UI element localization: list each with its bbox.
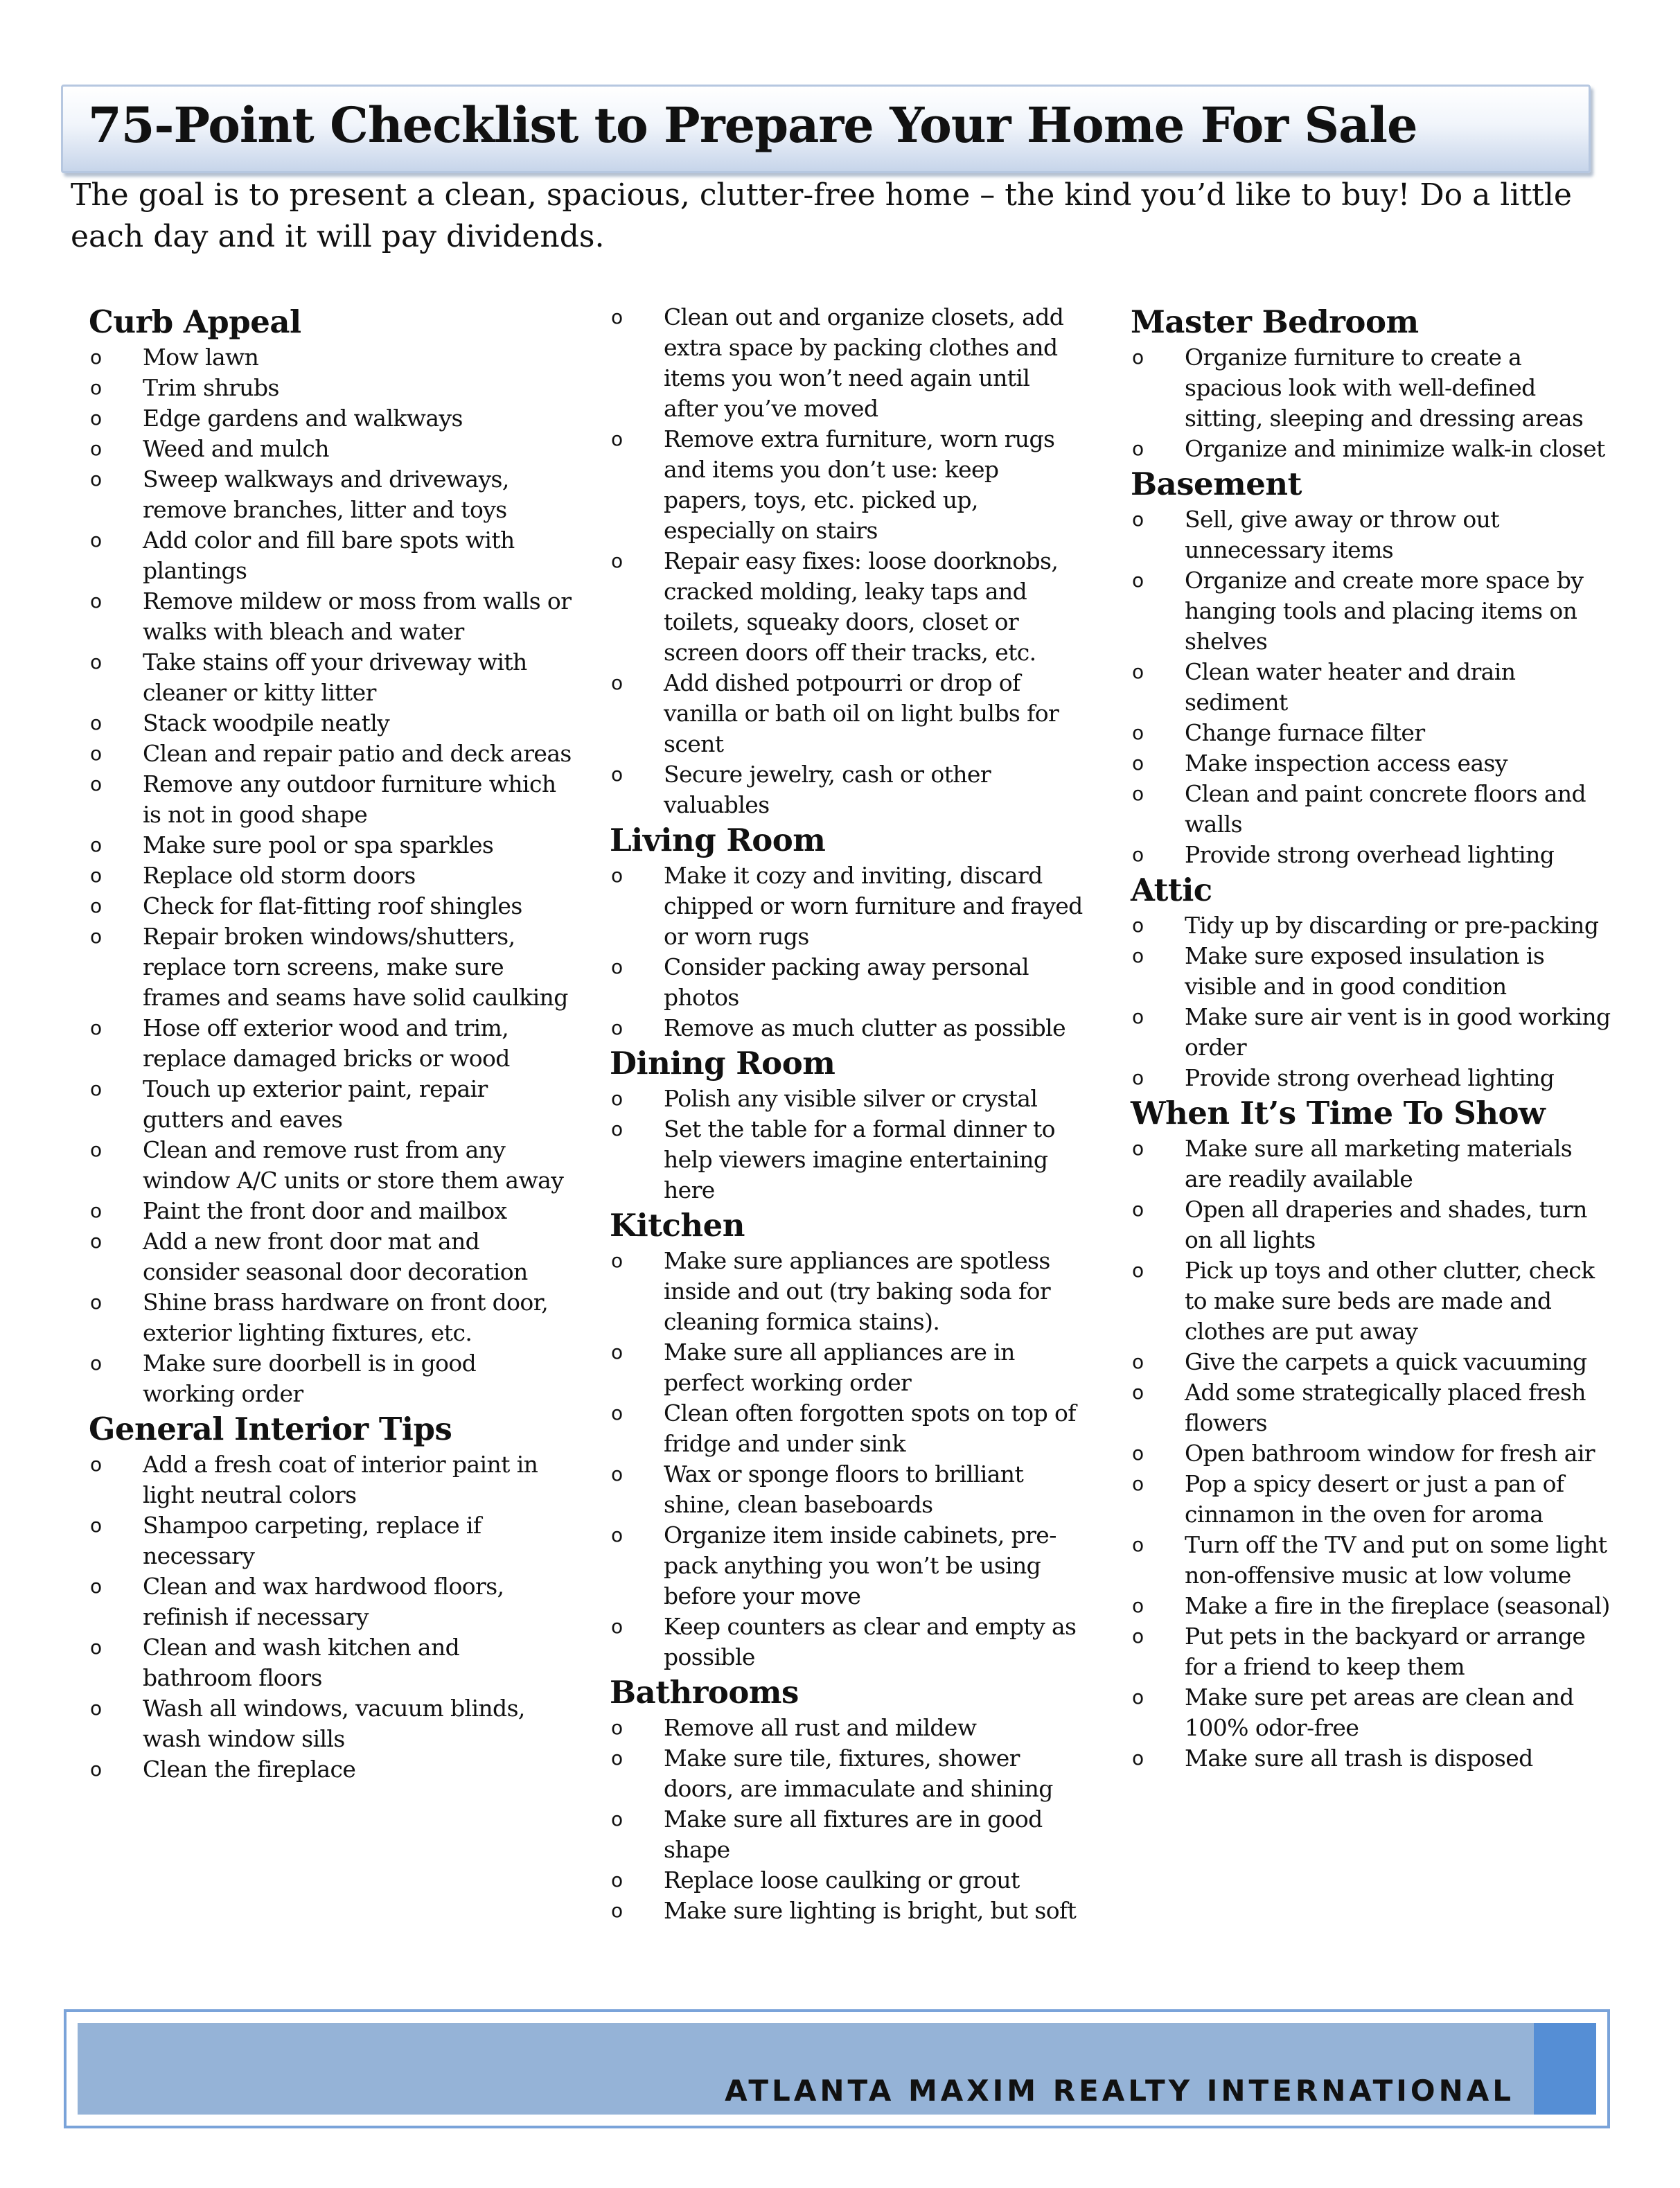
bullet-icon: o [1132,782,1144,805]
checklist-item [610,1013,1088,1043]
footer-bar [78,2023,1596,2115]
bullet-icon: o [90,1352,102,1375]
bullet-icon: o [1132,1625,1144,1648]
checklist-item [89,1287,574,1348]
checklist-item-text: Make it cozy and inviting, discard chipped or worn furniture and frayed or worn rugs [664,862,1083,950]
bullet-icon: o [1132,914,1144,937]
checklist-item-text: Weed and mulch [143,435,329,462]
checklist-item [89,1449,574,1510]
checklist-item-text: Make sure appliances are spotless inside and out (try baking soda for cleaning formica stains). [664,1247,1051,1335]
checklist-item-text: Organize furniture to create a spacious look with well-defined sitting, sleeping and dressing areas [1185,344,1584,432]
section-when-its-time-to-show [1131,1093,1616,1774]
checklist-item-text: Make sure tile, fixtures, shower doors, are immaculate and shining [664,1745,1053,1802]
checklist-item [89,830,574,861]
bullet-icon: o [611,1808,623,1830]
bullet-icon: o [611,427,623,450]
checklist-item [1131,1133,1616,1194]
bullet-icon: o [90,742,102,765]
checklist [610,861,1088,1043]
column-1 [89,302,574,1785]
footer-company-name: ATLANTA MAXIM REALTY INTERNATIONAL [725,2074,1514,2108]
checklist-item-text: Make a fire in the fireplace (seasonal) [1185,1592,1610,1619]
checklist-item [89,1510,574,1571]
bullet-icon: o [1132,721,1144,744]
checklist-item [89,403,574,434]
checklist-item-text: Make sure exposed insulation is visible and in good condition [1185,942,1545,1000]
section-heading: Master Bedroom [1131,303,1419,340]
checklist-item-text: Repair easy fixes: loose doorknobs, cracked molding, leaky taps and toilets, squeaky doors, closet or screen doors off their tracks, etc. [664,547,1059,666]
checklist-item [89,1074,574,1135]
checklist-item [1131,1591,1616,1621]
section-kitchen [610,1206,1088,1673]
checklist-item [610,1114,1088,1206]
checklist-item [1131,1743,1616,1774]
checklist-item [89,647,574,708]
checklist-item-text: Replace old storm doors [143,862,416,889]
checklist-item [1131,1682,1616,1743]
checklist-item-text: Turn off the TV and put on some light non-offensive music at low volume [1185,1531,1607,1589]
bullet-icon: o [90,1077,102,1100]
bullet-icon: o [90,590,102,612]
checklist-item [1131,748,1616,779]
section-heading: Attic [1131,872,1212,908]
bullet-icon: o [1132,346,1144,369]
section-heading: General Interior Tips [89,1411,452,1447]
checklist-item [1131,504,1616,565]
page-title: 75-Point Checklist to Prepare Your Home For Sale [88,96,1417,154]
bullet-icon: o [611,1463,623,1485]
section-heading: Basement [1131,466,1302,502]
checklist-item [610,1804,1088,1865]
checklist-item [610,1896,1088,1926]
checklist-item [610,861,1088,952]
checklist-item [89,1226,574,1287]
checklist [610,1084,1088,1206]
checklist-item [610,952,1088,1013]
checklist-item-text: Repair broken windows/shutters, replace torn screens, make sure frames and seams have solid caulking [143,923,568,1011]
checklist-item [610,1084,1088,1114]
section-attic [1131,870,1616,1093]
footer-accent-block [1534,2023,1596,2115]
checklist-item-text: Put pets in the backyard or arrange for a friend to keep them [1185,1623,1586,1680]
bullet-icon: o [90,894,102,917]
checklist-item [610,1337,1088,1398]
section-heading: Living Room [610,822,826,858]
checklist-item [1131,840,1616,870]
checklist-item [89,342,574,373]
checklist-item [610,1612,1088,1673]
checklist-item [89,1135,574,1196]
checklist-item-text: Open all draperies and shades, turn on all lights [1185,1196,1587,1253]
bullet-icon: o [1132,1137,1144,1160]
checklist-item [89,739,574,769]
section-master-bedroom [1131,302,1616,464]
checklist-item-text: Remove all rust and mildew [664,1714,977,1741]
bullet-icon: o [1132,1005,1144,1028]
checklist-item-text: Clean water heater and drain sediment [1185,658,1516,716]
bullet-icon: o [1132,1198,1144,1221]
bullet-icon: o [611,671,623,694]
checklist-item-text: Clean often forgotten spots on top of fridge and under sink [664,1400,1076,1457]
checklist-item [1131,1377,1616,1438]
checklist-item-text: Wax or sponge floors to brilliant shine, clean baseboards [664,1461,1024,1518]
checklist-item [89,861,574,891]
checklist-item [1131,779,1616,840]
bullet-icon: o [611,1341,623,1364]
footer-frame [64,2009,1610,2128]
checklist-item-text: Shampoo carpeting, replace if necessary [143,1512,481,1569]
bullet-icon: o [1132,1259,1144,1282]
bullet-icon: o [90,1758,102,1781]
checklist-item-text: Paint the front door and mailbox [143,1197,507,1224]
checklist-item-text: Give the carpets a quick vacuuming [1185,1348,1587,1375]
checklist [89,342,574,1409]
checklist-item-text: Add a new front door mat and consider seasonal door decoration [143,1228,528,1285]
bullet-icon: o [611,1402,623,1424]
bullet-icon: o [90,651,102,673]
bullet-icon: o [1132,1594,1144,1617]
section-heading: Bathrooms [610,1674,799,1711]
checklist-item [1131,1347,1616,1377]
bullet-icon: o [1132,569,1144,592]
checklist-item [89,1571,574,1632]
checklist-item [89,1693,574,1754]
bullet-icon: o [611,955,623,978]
checklist-item-text: Polish any visible silver or crystal [664,1085,1038,1112]
bullet-icon: o [611,1118,623,1140]
checklist-item-text: Make sure all appliances are in perfect working order [664,1339,1015,1396]
bullet-icon: o [1132,508,1144,531]
checklist-item-text: Shine brass hardware on front door, exterior lighting fixtures, etc. [143,1289,549,1346]
checklist-item-text: Organize and minimize walk-in closet [1185,435,1605,462]
bullet-icon: o [90,864,102,887]
checklist-item-text: Make sure doorbell is in good working order [143,1350,477,1407]
checklist-item-text: Stack woodpile neatly [143,709,390,736]
checklist-item-text: Clean and paint concrete floors and walls [1185,780,1586,838]
checklist-item-text: Pick up toys and other clutter, check to make sure beds are made and clothes are put away [1185,1257,1595,1345]
checklist-item [610,1459,1088,1520]
checklist-item-text: Make sure air vent is in good working order [1185,1003,1611,1061]
checklist-item-text: Clean and wash kitchen and bathroom floors [143,1634,460,1691]
checklist [1131,342,1616,464]
checklist-item-text: Hose off exterior wood and trim, replace damaged bricks or wood [143,1014,510,1072]
checklist-item [89,1196,574,1226]
checklist-item [89,1348,574,1409]
checklist-item [1131,434,1616,464]
checklist-item [89,769,574,830]
checklist-item [610,1398,1088,1459]
checklist-item-text: Provide strong overhead lighting [1185,841,1555,868]
checklist-item [1131,1469,1616,1530]
bullet-icon: o [90,376,102,399]
checklist [610,1713,1088,1926]
checklist-item-text: Add a fresh coat of interior paint in light neutral colors [143,1451,538,1508]
checklist-item-text: Sell, give away or throw out unnecessary items [1185,506,1499,563]
checklist-item [89,708,574,739]
column-3 [1131,302,1616,1774]
checklist-item-text: Make sure all fixtures are in good shape [664,1806,1043,1863]
section-bathrooms [610,1673,1088,1926]
checklist-item-text: Organize and create more space by hanging tools and placing items on shelves [1185,567,1584,655]
checklist-item-text: Take stains off your driveway with cleaner or kitty litter [143,649,527,706]
checklist-item [89,525,574,586]
bullet-icon: o [611,306,623,328]
checklist-item [610,1520,1088,1612]
checklist-item-text: Set the table for a formal dinner to help viewers imagine entertaining here [664,1115,1055,1203]
checklist-item [1131,1530,1616,1591]
checklist-item-text: Replace loose caulking or grout [664,1867,1020,1894]
checklist-item [610,1865,1088,1896]
checklist-item-text: Sweep walkways and driveways, remove branches, litter and toys [143,466,509,523]
bullet-icon: o [90,773,102,795]
bullet-icon: o [611,1747,623,1770]
checklist [1131,910,1616,1093]
checklist-item-text: Tidy up by discarding or pre-packing [1185,912,1599,939]
checklist-item [89,464,574,525]
checklist-item [89,1754,574,1785]
bullet-icon: o [90,468,102,491]
checklist-item-text: Clean the fireplace [143,1756,356,1783]
checklist-item-text: Change furnace filter [1185,719,1425,746]
checklist-item [89,434,574,464]
checklist-item [89,891,574,921]
checklist-item [610,668,1088,759]
checklist-item [1131,1255,1616,1347]
checklist-item-text: Edge gardens and walkways [143,405,463,432]
bullet-icon: o [90,1016,102,1039]
checklist-item-text: Remove extra furniture, worn rugs and items you don’t use: keep papers, toys, etc. picked up, especially on stairs [664,425,1055,544]
checklist-item-text: Consider packing away personal photos [664,953,1029,1011]
bullet-icon: o [611,1615,623,1638]
bullet-icon: o [90,1514,102,1537]
checklist-item-text: Clean and wax hardwood floors, refinish if necessary [143,1573,504,1630]
checklist-item [1131,1002,1616,1063]
bullet-icon: o [611,1016,623,1039]
bullet-icon: o [611,1899,623,1922]
checklist-item [1131,565,1616,657]
bullet-icon: o [90,529,102,552]
checklist-item [1131,342,1616,434]
bullet-icon: o [90,1199,102,1222]
checklist-item-text: Add dished potpourri or drop of vanilla or bath oil on light bulbs for scent [664,669,1059,757]
checklist-item [1131,1438,1616,1469]
bullet-icon: o [90,407,102,430]
checklist-item-text: Make sure pet areas are clean and 100% odor-free [1185,1684,1574,1741]
section-heading: Curb Appeal [89,303,301,340]
checklist [89,1449,574,1785]
checklist-item [1131,1063,1616,1093]
bullet-icon: o [611,1249,623,1272]
checklist [1131,1133,1616,1774]
checklist-item [610,424,1088,546]
section-heading: Kitchen [610,1207,745,1244]
checklist-item-text: Make inspection access easy [1185,750,1507,777]
bullet-icon: o [90,1575,102,1598]
bullet-icon: o [611,864,623,887]
section-basement [1131,464,1616,870]
checklist-item-text: Provide strong overhead lighting [1185,1064,1555,1091]
checklist-item [610,1743,1088,1804]
intro-paragraph: The goal is to present a clean, spacious, clutter-free home – the kind you’d like to buy! Do a little each day and it will pay dividends. [71,177,1572,254]
bullet-icon: o [90,1636,102,1659]
bullet-icon: o [1132,1472,1144,1495]
checklist-item-text: Keep counters as clear and empty as possible [664,1613,1077,1670]
checklist-item-text: Add color and fill bare spots with plantings [143,527,515,584]
checklist-item [610,302,1088,424]
checklist-item-text: Remove as much clutter as possible [664,1014,1066,1041]
bullet-icon: o [90,346,102,369]
checklist-item-text: Remove any outdoor furniture which is not in good shape [143,770,556,828]
checklist-item-text: Clean out and organize closets, add extra space by packing clothes and items you won’t need again until after you’ve moved [664,303,1064,422]
bullet-icon: o [611,1869,623,1891]
checklist-item [1131,718,1616,748]
checklist-item [89,1013,574,1074]
bullet-icon: o [611,1087,623,1110]
bullet-icon: o [1132,944,1144,967]
bullet-icon: o [1132,1747,1144,1770]
checklist-item-text: Make sure lighting is bright, but soft [664,1897,1077,1924]
checklist-item-text: Wash all windows, vacuum blinds, wash window sills [143,1695,525,1752]
checklist-item-text: Mow lawn [143,344,259,371]
bullet-icon: o [90,1138,102,1161]
checklist-item [1131,657,1616,718]
bullet-icon: o [1132,1066,1144,1089]
checklist-item [89,586,574,647]
bullet-icon: o [90,712,102,734]
checklist [1131,504,1616,870]
section-general-interior-tips [89,1409,574,1785]
checklist [610,302,1088,820]
section-living-room [610,820,1088,1043]
bullet-icon: o [1132,1350,1144,1373]
bullet-icon: o [1132,437,1144,460]
checklist-item [89,1632,574,1693]
bullet-icon: o [90,437,102,460]
bullet-icon: o [90,833,102,856]
bullet-icon: o [90,925,102,948]
checklist-item-text: Make sure pool or spa sparkles [143,831,494,858]
section-heading: Dining Room [610,1045,835,1082]
checklist-item-text: Clean and repair patio and deck areas [143,740,572,767]
checklist-item-text: Clean and remove rust from any window A/C units or store them away [143,1136,564,1194]
checklist-item [610,759,1088,820]
checklist-item-text: Open bathroom window for fresh air [1185,1440,1595,1467]
bullet-icon: o [90,1453,102,1476]
bullet-icon: o [90,1230,102,1253]
checklist-item [1131,910,1616,941]
section-continued-1 [610,302,1088,820]
checklist-item [610,546,1088,668]
bullet-icon: o [90,1291,102,1314]
checklist-item [89,921,574,1013]
checklist-item [1131,1194,1616,1255]
bullet-icon: o [611,763,623,786]
checklist-item-text: Remove mildew or moss from walls or walks with bleach and water [143,588,572,645]
bullet-icon: o [1132,660,1144,683]
checklist-item-text: Add some strategically placed fresh flowers [1185,1379,1586,1436]
bullet-icon: o [611,549,623,572]
checklist-item-text: Make sure all marketing materials are readily available [1185,1135,1573,1192]
checklist-item [610,1246,1088,1337]
checklist [610,1246,1088,1673]
bullet-icon: o [611,1716,623,1739]
section-curb-appeal [89,302,574,1409]
checklist-item-text: Make sure all trash is disposed [1185,1745,1533,1772]
checklist-item [1131,1621,1616,1682]
checklist-item-text: Check for flat-fitting roof shingles [143,892,522,919]
bullet-icon: o [611,1524,623,1546]
section-heading: When It’s Time To Show [1131,1095,1546,1131]
checklist-item-text: Organize item inside cabinets, pre-pack anything you won’t be using before your move [664,1521,1056,1609]
checklist-item [610,1713,1088,1743]
title-banner [61,85,1591,173]
checklist-item [89,373,574,403]
checklist-item-text: Trim shrubs [143,374,279,401]
bullet-icon: o [90,1697,102,1720]
bullet-icon: o [1132,752,1144,775]
checklist-item [1131,941,1616,1002]
checklist-item-text: Secure jewelry, cash or other valuables [664,761,991,818]
column-2 [610,302,1088,1926]
bullet-icon: o [1132,843,1144,866]
checklist-item-text: Pop a spicy desert or just a pan of cinnamon in the oven for aroma [1185,1470,1564,1528]
checklist-item-text: Touch up exterior paint, repair gutters and eaves [143,1075,488,1133]
section-dining-room [610,1043,1088,1206]
bullet-icon: o [1132,1381,1144,1404]
bullet-icon: o [1132,1686,1144,1709]
bullet-icon: o [1132,1442,1144,1465]
bullet-icon: o [1132,1533,1144,1556]
